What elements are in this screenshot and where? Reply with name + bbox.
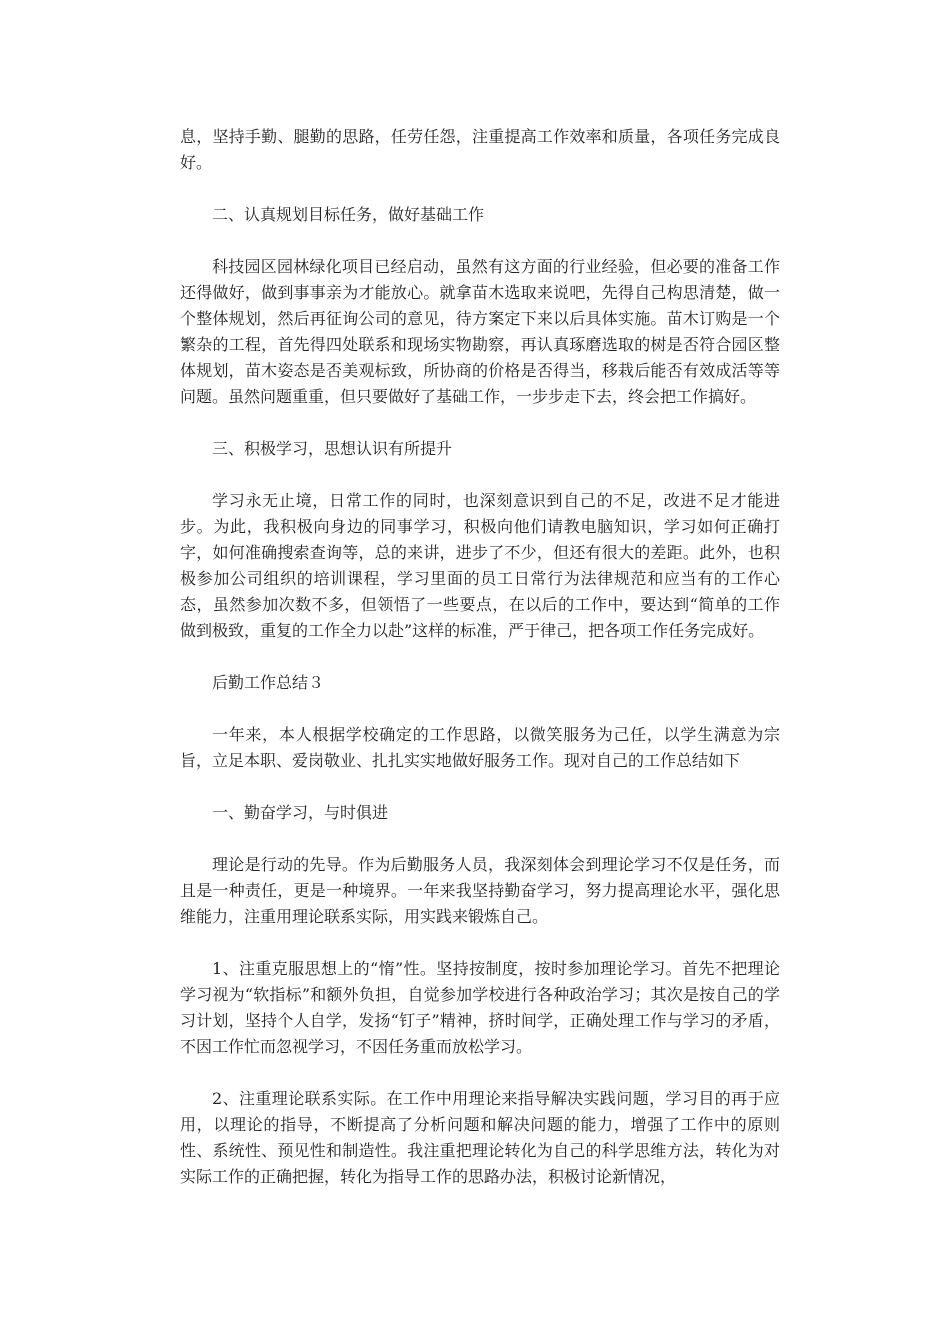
body-paragraph: 息，坚持手勤、腿勤的思路，任劳任怨，注重提高工作效率和质量，各项任务完成良好。 — [180, 127, 780, 172]
section-heading: 一、勤奋学习，与时俱进 — [212, 803, 389, 822]
document-page — [180, 124, 780, 1216]
body-paragraph: 一年来，本人根据学校确定的工作思路，以微笑服务为己任，以学生满意为宗旨，立足本职、爱岗敬业、扎扎实实地做好服务工作。现对自己的工作总结如下 — [180, 725, 780, 770]
section-heading: 三、积极学习，思想认识有所提升 — [212, 439, 453, 458]
body-paragraph: 科技园区园林绿化项目已经启动，虽然有这方面的行业经验，但必要的准备工作还得做好，做到事事亲为才能放心。就拿苗木选取来说吧，先得自己构思清楚，做一个整体规划，然后再征询公司的意见，待方案定下来以后具体实施。苗木订购是一个繁杂的工程，首先得四处联系和现场实物勘察，再认真琢磨选取的树是否符合园区整体规划，苗木姿态是否美观标致，所协商的价格是否得当，移栽后能否有效成活等等问题。虽然问题重重，但只要做好了基础工作，一步步走下去，终会把工作搞好。 — [180, 257, 780, 406]
body-paragraph: 2、注重理论联系实际。在工作中用理论来指导解决实践问题，学习目的再于应用，以理论的指导，不断提高了分析问题和解决问题的能力，增强了工作中的原则性、系统性、预见性和制造性。我注重把理论转化为自己的科学思维方法，转化为对实际工作的正确把握，转化为指导工作的思路办法，积极讨论新情况， — [180, 1089, 780, 1186]
body-paragraph: 学习永无止境，日常工作的同时，也深刻意识到自己的不足，改进不足才能进步。为此，我积极向身边的同事学习，积极向他们请教电脑知识，学习如何正确打字，如何准确搜索查询等，总的来讲，进步了不少，但还有很大的差距。此外，也积极参加公司组织的培训课程，学习里面的员工日常行为法律规范和应当有的工作心态，虽然参加次数不多，但领悟了一些要点，在以后的工作中，要达到“简单的工作做到极致，重复的工作全力以赴”这样的标准，严于律己，把各项工作任务完成好。 — [180, 491, 780, 640]
section-heading: 后勤工作总结３ — [212, 673, 325, 692]
body-paragraph: 理论是行动的先导。作为后勤服务人员，我深刻体会到理论学习不仅是任务，而且是一种责任，更是一种境界。一年来我坚持勤奋学习，努力提高理论水平，强化思维能力，注重用理论联系实际，用实践来锻炼自己。 — [180, 855, 780, 926]
section-heading: 二、认真规划目标任务，做好基础工作 — [212, 205, 485, 224]
body-paragraph: 1、注重克服思想上的“惰”性。坚持按制度，按时参加理论学习。首先不把理论学习视为“软指标”和额外负担，自觉参加学校进行各种政治学习；其次是按自己的学习计划，坚持个人自学，发扬“钉子”精神，挤时间学，正确处理工作与学习的矛盾，不因工作忙而忽视学习，不因任务重而放松学习。 — [180, 959, 780, 1056]
